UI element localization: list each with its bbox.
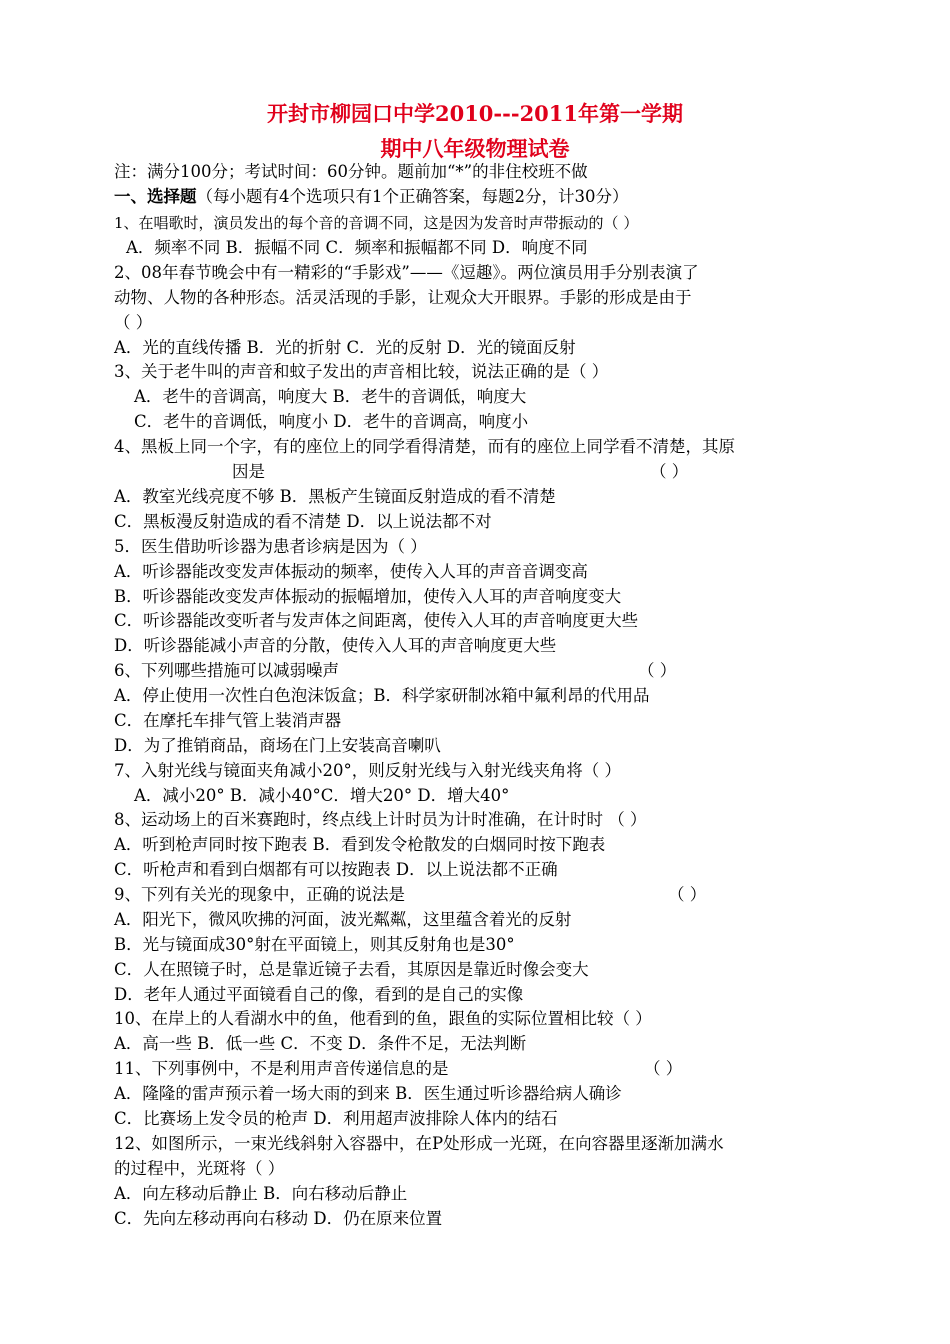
question-3-option-cd: C．老牛的音调低，响度小 D．老牛的音调高，响度小	[134, 412, 529, 431]
question-4-bracket: （ ）	[650, 462, 689, 481]
question-9-bracket: （ ）	[668, 885, 707, 904]
question-5-option-c: C．听诊器能改变听者与发声体之间距离，使传入人耳的声音响度更大些	[114, 611, 639, 630]
question-4-option-cd: C．黑板漫反射造成的看不清楚 D．以上说法都不对	[114, 512, 492, 531]
question-3-option-ab: A．老牛的音调高，响度大 B．老牛的音调低，响度大	[134, 387, 527, 406]
question-5-option-b: B．听诊器能改变发声体振动的振幅增加，使传入人耳的声音响度变大	[114, 587, 622, 606]
exam-note: 注：满分100分；考试时间：60分钟。题前加“*”的非住校班不做	[114, 162, 588, 181]
question-9-option-b: B．光与镜面成30°射在平面镜上，则其反射角也是30°	[114, 935, 515, 954]
question-8-option-ab: A．听到枪声同时按下跑表 B．看到发令枪散发的白烟同时按下跑表	[114, 835, 606, 854]
question-6-option-c: C．在摩托车排气管上装消声器	[114, 711, 342, 730]
question-3-stem: 3、关于老牛叫的声音和蚊子发出的声音相比较，说法正确的是（ ）	[114, 362, 609, 381]
question-5-stem: 5．医生借助听诊器为患者诊病是因为（ ）	[114, 537, 427, 556]
question-6-option-d: D．为了推销商品，商场在门上安装高音喇叭	[114, 736, 441, 755]
section-instructions: （每小题有4个选项只有1个正确答案，每题2分，计30分）	[196, 187, 629, 206]
question-11-option-ab: A．隆隆的雷声预示着一场大雨的到来 B．医生通过听诊器给病人确诊	[114, 1084, 622, 1103]
question-7-options: A．减小20° B．减小40°C．增大20° D．增大40°	[134, 786, 510, 805]
question-8-stem: 8、运动场上的百米赛跑时，终点线上计时员为计时准确，在计时时 （ ）	[114, 810, 647, 829]
question-2-bracket: （ ）	[114, 313, 153, 332]
question-4-option-ab: A．教室光线亮度不够 B．黑板产生镜面反射造成的看不清楚	[114, 487, 556, 506]
question-6-stem: 6、下列哪些措施可以减弱噪声	[114, 661, 339, 680]
question-10-stem: 10、在岸上的人看湖水中的鱼，他看到的鱼，跟鱼的实际位置相比较（ ）	[114, 1009, 652, 1028]
question-11-stem: 11、下列事例中，不是利用声音传递信息的是	[114, 1059, 449, 1078]
question-7-stem: 7、入射光线与镜面夹角减小20°，则反射光线与入射光线夹角将（ ）	[114, 761, 621, 780]
question-4-stem: 4、黑板上同一个字，有的座位上的同学看得清楚，而有的座位上同学看不清楚，其原	[114, 437, 735, 456]
question-2-options: A．光的直线传播 B．光的折射 C．光的反射 D．光的镜面反射	[114, 338, 576, 357]
question-6-option-ab: A．停止使用一次性白色泡沫饭盒；B．科学家研制冰箱中氟利昂的代用品	[114, 686, 650, 705]
question-4-stem-cont: 因是	[232, 462, 265, 481]
question-12-option-ab: A．向左移动后静止 B．向右移动后静止	[114, 1184, 408, 1203]
question-1-options: A．频率不同 B．振幅不同 C．频率和振幅都不同 D．响度不同	[126, 238, 588, 257]
question-5-option-d: D．听诊器能减小声音的分散，使传入人耳的声音响度更大些	[114, 636, 557, 655]
exam-title-line2: 期中八年级物理试卷	[380, 136, 570, 161]
section-header	[114, 185, 854, 209]
question-12-stem-cont: 的过程中，光斑将（ ）	[114, 1159, 285, 1178]
question-9-stem: 9、下列有关光的现象中，正确的说法是	[114, 885, 405, 904]
question-9-option-d: D．老年人通过平面镜看自己的像，看到的是自己的实像	[114, 985, 524, 1004]
question-1-stem: 1、在唱歌时，演员发出的每个音的音调不同，这是因为发音时声带振动的（ ）	[114, 214, 639, 232]
question-11-bracket: （ ）	[644, 1059, 683, 1078]
question-9-option-c: C．人在照镜子时，总是靠近镜子去看，其原因是靠近时像会变大	[114, 960, 589, 979]
question-9-option-a: A．阳光下，微风吹拂的河面，波光粼粼，这里蕴含着光的反射	[114, 910, 572, 929]
question-2-stem-cont: 动物、人物的各种形态。活灵活现的手影，让观众大开眼界。手影的形成是由于	[114, 288, 692, 307]
question-5-option-a: A．听诊器能改变发声体振动的频率，使传入人耳的声音音调变高	[114, 562, 588, 581]
question-2-stem: 2、08年春节晚会中有一精彩的“手影戏”——《逗趣》。两位演员用手分别表演了	[114, 263, 699, 282]
exam-title-line1: 开封市柳园口中学2010---2011年第一学期	[266, 101, 684, 126]
question-12-option-cd: C．先向左移动再向右移动 D．仍在原来位置	[114, 1209, 443, 1228]
question-12-stem: 12、如图所示，一束光线斜射入容器中，在P处形成一光斑，在向容器里逐渐加满水	[114, 1134, 724, 1153]
question-8-option-cd: C．听枪声和看到白烟都有可以按跑表 D．以上说法都不正确	[114, 860, 558, 879]
section-heading: 一、选择题	[114, 187, 197, 206]
question-10-options: A．高一些 B．低一些 C．不变 D．条件不足，无法判断	[114, 1034, 527, 1053]
question-6-bracket: （ ）	[638, 661, 677, 680]
question-11-option-cd: C．比赛场上发令员的枪声 D．利用超声波排除人体内的结石	[114, 1109, 558, 1128]
